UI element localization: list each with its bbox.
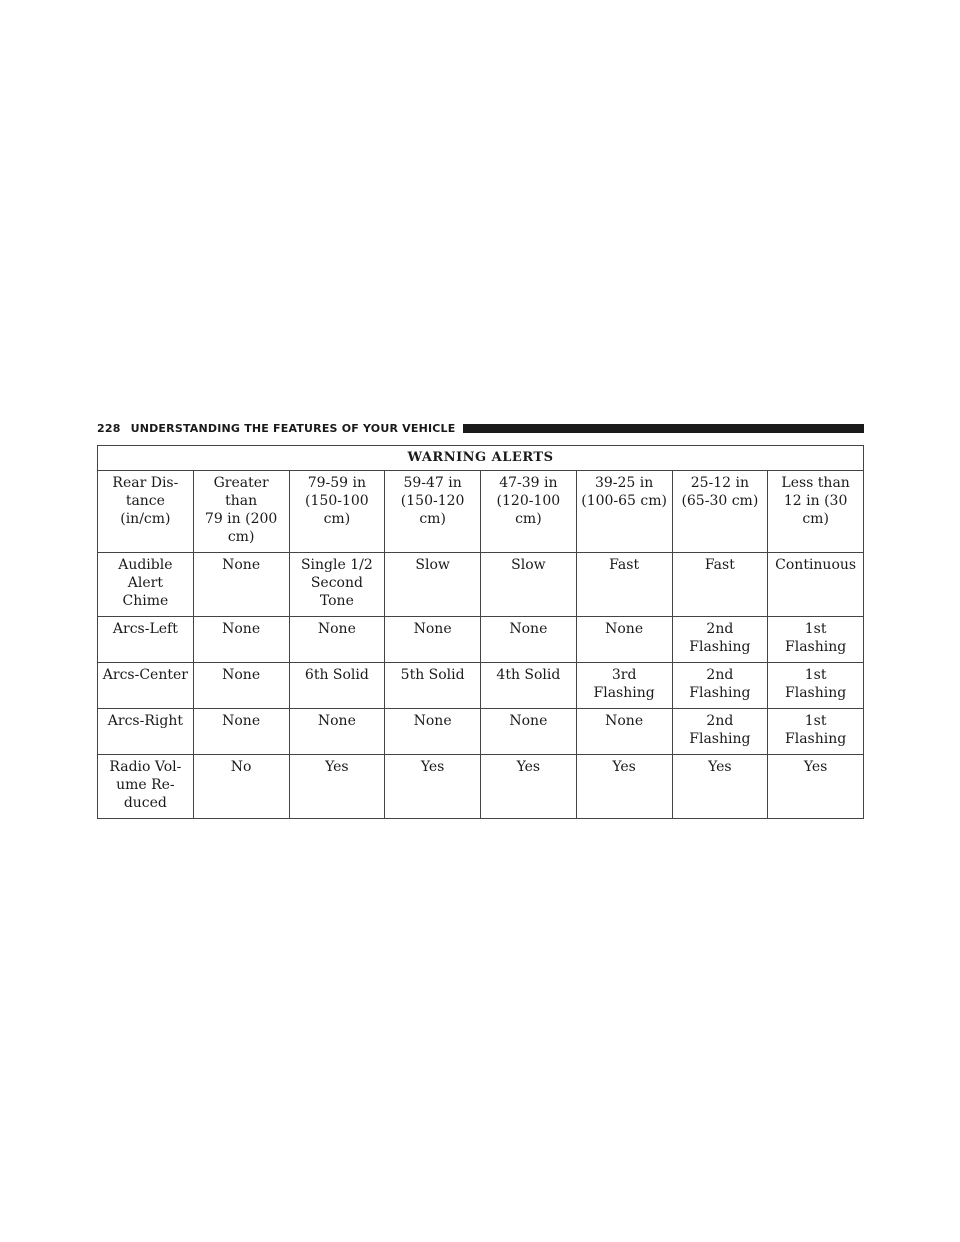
table-cell: None [193, 663, 289, 709]
table-cell: None [385, 617, 481, 663]
table-cell: Yes [768, 755, 864, 819]
table-cell: 5th Solid [385, 663, 481, 709]
table-row [98, 755, 864, 819]
table-cell: 1st Flashing [768, 709, 864, 755]
column-header: 39-25 in (100-65 cm) [576, 471, 672, 553]
table-cell: 1st Flashing [768, 617, 864, 663]
table-cell: Single 1/2 Second Tone [289, 553, 385, 617]
table-cell: 2nd Flashing [672, 617, 768, 663]
table-cell: 4th Solid [481, 663, 577, 709]
table-cell: None [481, 617, 577, 663]
table-title-row [98, 446, 864, 471]
page-header [97, 418, 864, 438]
table-cell: Fast [672, 553, 768, 617]
table-cell: None [289, 709, 385, 755]
row-label: Audible Alert Chime [98, 553, 194, 617]
row-label: Radio Vol- ume Re- duced [98, 755, 194, 819]
table-cell: 6th Solid [289, 663, 385, 709]
table-cell: None [385, 709, 481, 755]
column-header: 79-59 in (150-100 cm) [289, 471, 385, 553]
warning-alerts-table [97, 445, 864, 819]
column-header: Less than 12 in (30 cm) [768, 471, 864, 553]
table-cell: Yes [385, 755, 481, 819]
table-cell: None [193, 617, 289, 663]
row-label: Arcs-Left [98, 617, 194, 663]
row-label: Arcs-Right [98, 709, 194, 755]
table-cell: 2nd Flashing [672, 663, 768, 709]
table-cell: None [576, 709, 672, 755]
column-header: Rear Dis- tance (in/cm) [98, 471, 194, 553]
table-cell: None [193, 553, 289, 617]
table-cell: Yes [481, 755, 577, 819]
table-cell: 1st Flashing [768, 663, 864, 709]
column-header: Greater than 79 in (200 cm) [193, 471, 289, 553]
table-cell: Slow [385, 553, 481, 617]
table-cell: 3rd Flashing [576, 663, 672, 709]
table-cell: Fast [576, 553, 672, 617]
table-cell: Yes [289, 755, 385, 819]
table-cell: Yes [576, 755, 672, 819]
table-row [98, 553, 864, 617]
column-header: 25-12 in (65-30 cm) [672, 471, 768, 553]
column-header: 59-47 in (150-120 cm) [385, 471, 481, 553]
section-title: UNDERSTANDING THE FEATURES OF YOUR VEHICLE [130, 421, 456, 435]
table-cell: Slow [481, 553, 577, 617]
header-rule [463, 424, 864, 433]
table-row [98, 663, 864, 709]
column-header-row [98, 471, 864, 553]
row-label: Arcs-Center [98, 663, 194, 709]
table-row [98, 617, 864, 663]
page-number: 228 [97, 421, 121, 435]
table-cell: None [289, 617, 385, 663]
table-cell: Yes [672, 755, 768, 819]
table-title: WARNING ALERTS [98, 446, 864, 471]
column-header: 47-39 in (120-100 cm) [481, 471, 577, 553]
table-cell: None [193, 709, 289, 755]
table-row [98, 709, 864, 755]
table-cell: 2nd Flashing [672, 709, 768, 755]
table-cell: None [481, 709, 577, 755]
table-cell: Continuous [768, 553, 864, 617]
table-cell: No [193, 755, 289, 819]
table-cell: None [576, 617, 672, 663]
